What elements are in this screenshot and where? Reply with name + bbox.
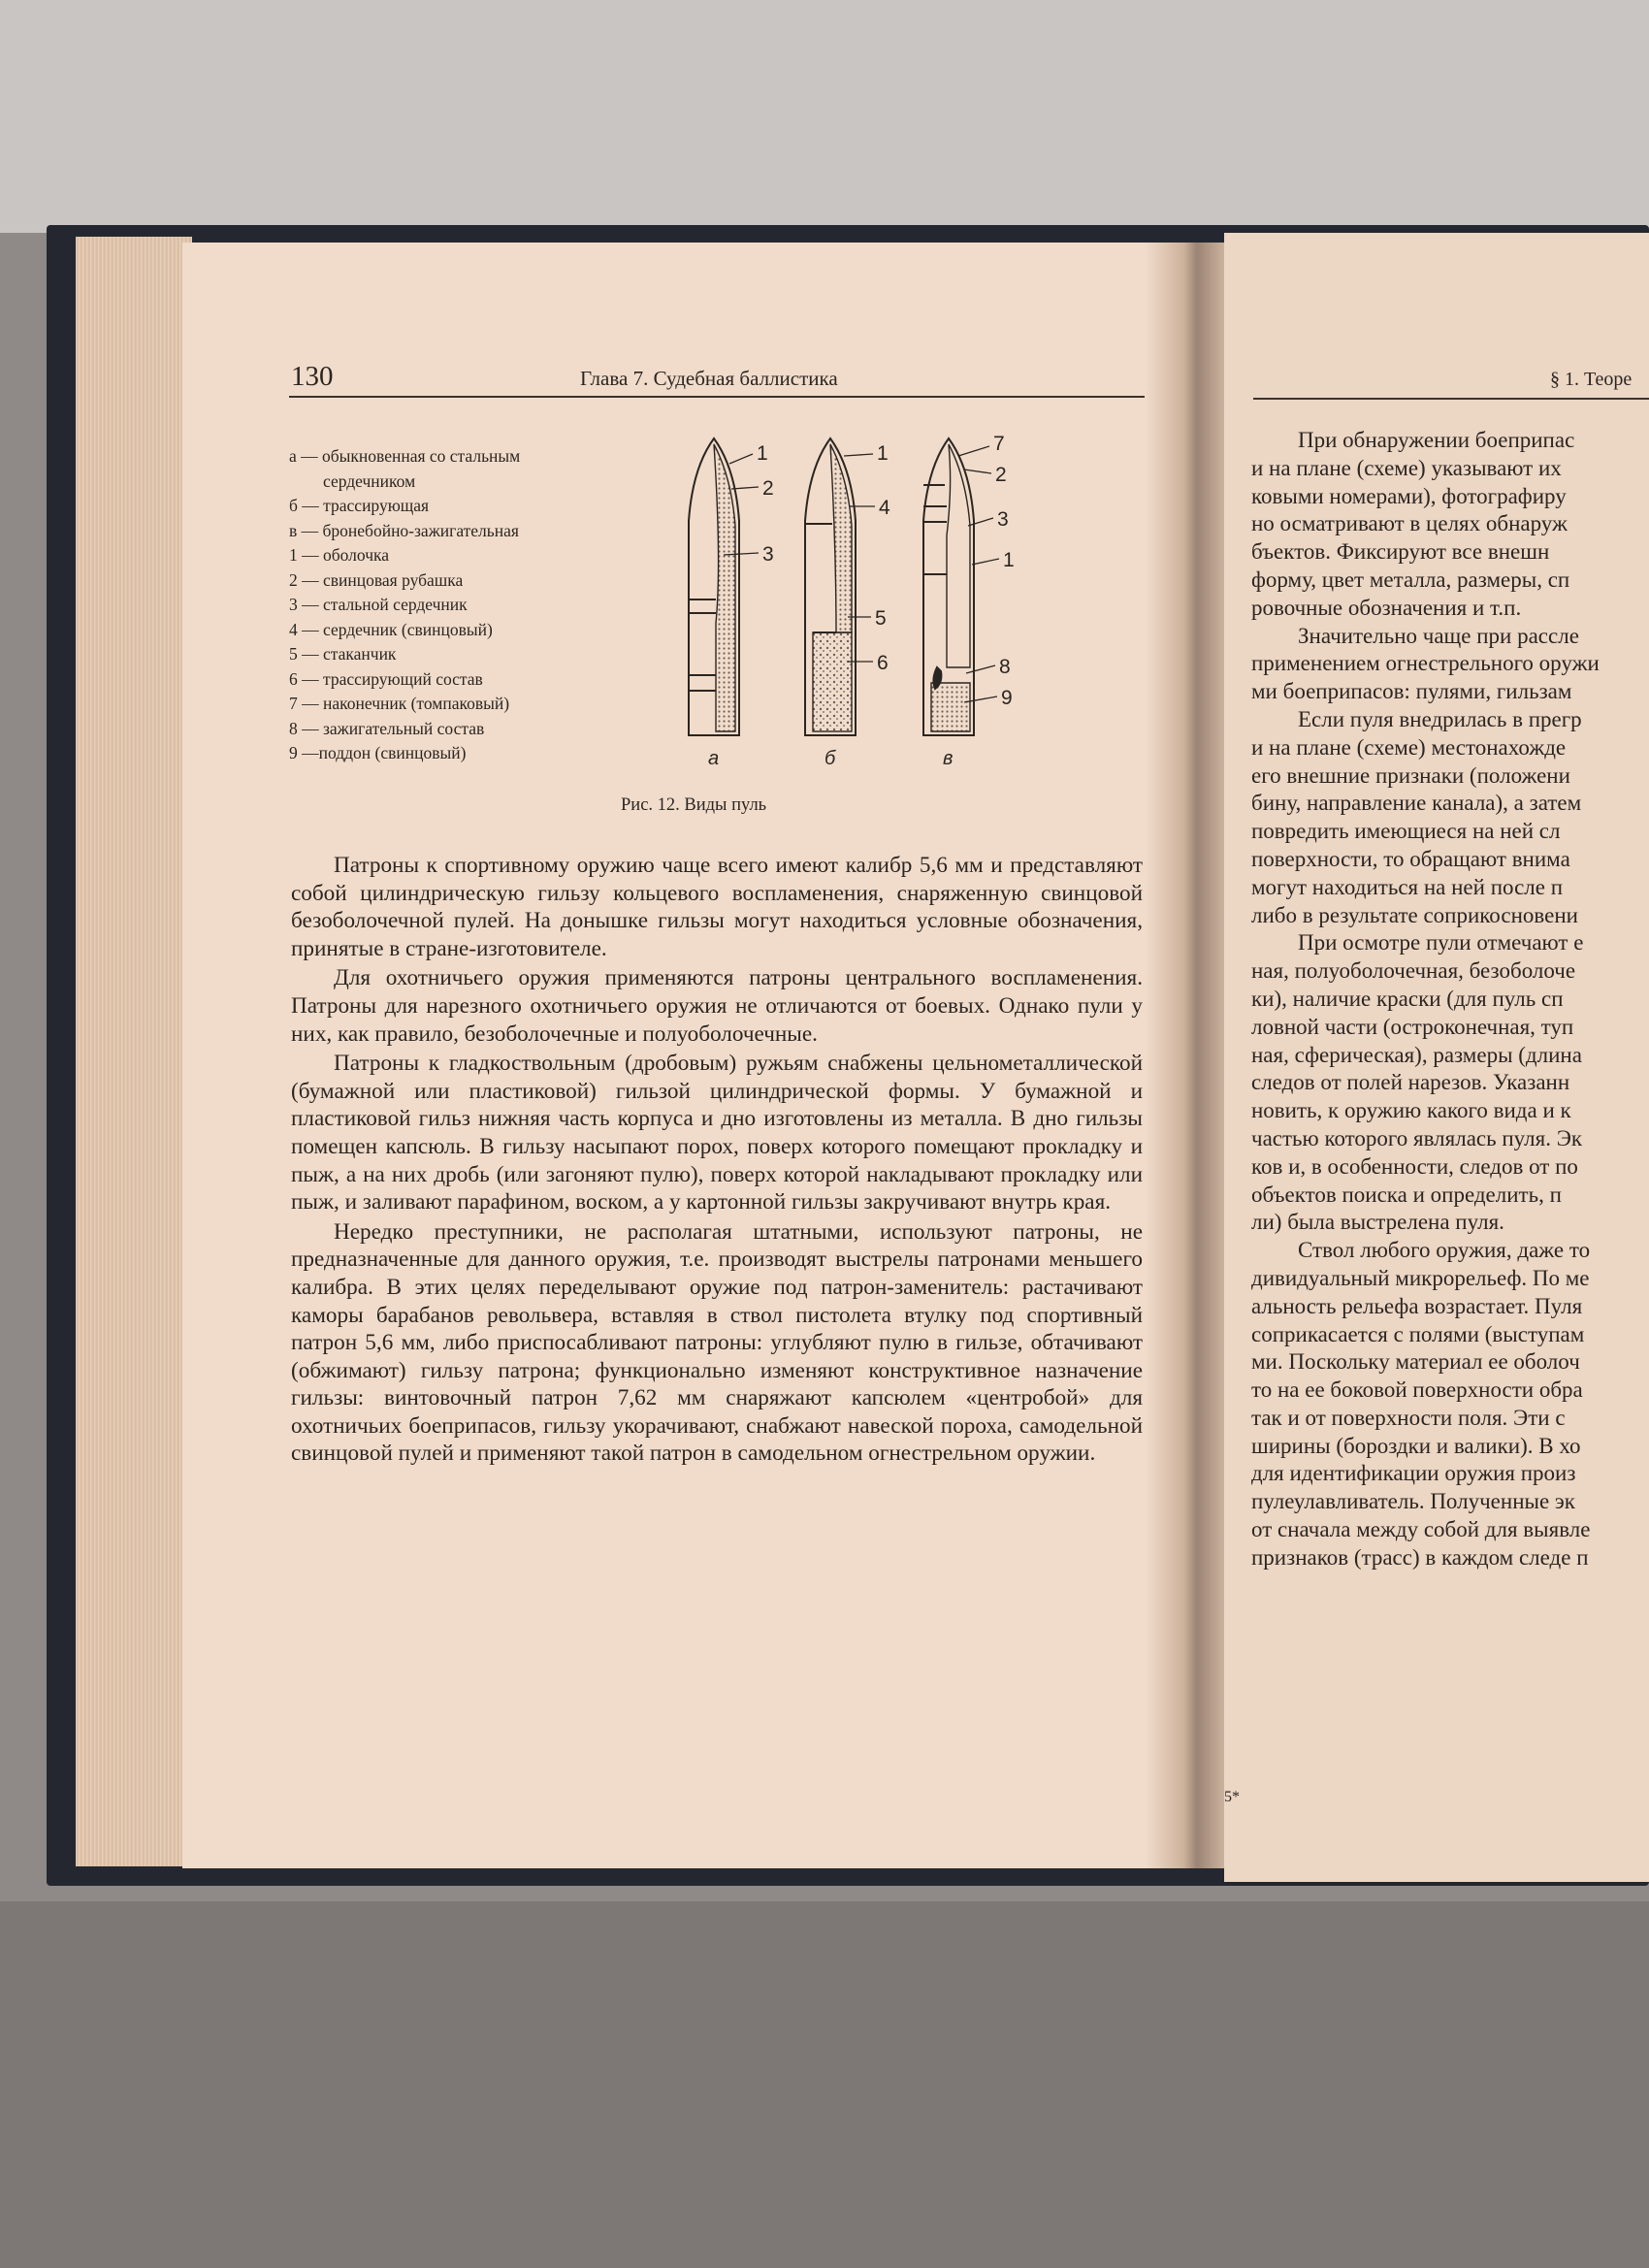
legend-item: 6 — трассирующий состав [289, 668, 483, 689]
right-page-line: новить, к оружию какого вида и к [1251, 1098, 1571, 1123]
right-page-line: либо в результате соприкосновени [1251, 902, 1578, 927]
right-page-line: то на ее боковой поверхности обра [1251, 1377, 1583, 1403]
right-page-line: ков и, в особенности, следов от по [1251, 1153, 1578, 1179]
legend-item: б — трассирующая [289, 496, 430, 515]
right-page-line: Если пуля внедрилась в прегр [1298, 706, 1582, 731]
right-page-line: и на плане (схеме) местонахожде [1251, 734, 1567, 760]
right-page-line: ровочные обозначения и т.п. [1251, 595, 1522, 620]
right-running-head: § 1. Теоре [1550, 369, 1633, 390]
callout-c-9: 9 [1001, 687, 1013, 709]
right-page-line: и на плане (схеме) указывают их [1251, 455, 1562, 480]
bullet-b-tracer [813, 632, 852, 731]
right-page-line: повредить имеющиеся на ней сл [1251, 819, 1561, 844]
right-page-text [1251, 427, 1649, 1746]
right-page-line: ловной части (остроконечная, туп [1251, 1014, 1574, 1039]
right-page-line: для идентификации оружия произ [1251, 1461, 1576, 1486]
right-page-line: ная, полуоболочечная, безоболоче [1251, 958, 1576, 984]
right-page-line: ная, сферическая), размеры (длина [1251, 1042, 1582, 1067]
right-page-line: При обнаружении боеприпас [1298, 428, 1575, 452]
bullet-c-incendiary [931, 683, 970, 731]
bullet-label-c: в [943, 748, 954, 769]
right-page-line: частью которого являлась пуля. Эк [1251, 1125, 1583, 1150]
right-header-rule [1253, 398, 1649, 400]
right-page-line: дивидуальный микрорельеф. По ме [1251, 1265, 1590, 1290]
right-page-line: При осмотре пули отмечают е [1298, 930, 1584, 956]
right-page-line: ширины (бороздки и валики). В хо [1251, 1433, 1581, 1458]
legend-item: 9 —поддон (свинцовый) [289, 743, 467, 762]
right-page-line: соприкасается с полями (выступам [1251, 1321, 1585, 1346]
legend-item: 8 — зажигательный состав [289, 718, 485, 738]
right-page-line: пулеулавливатель. Полученные эк [1251, 1489, 1575, 1514]
right-page-line: ки), наличие краски (для пуль сп [1251, 986, 1564, 1011]
callout-c-8: 8 [999, 656, 1011, 678]
paragraph: Патроны к гладкоствольным (дробовым) ружьям снабжены цельнометаллической (бумажной или пластиковой) гильзой цилиндрической формы. У бумажной и пластиковой гильз нижняя часть корпуса и дно изготовлены из металла. В дно гильзы помещен капсюль. В гильзу насыпают порох, поверх которого помещают прокладку и пыж, а на них дробь (или загоняют пулю), поверх которой накладывают прокладку или пыж, и заливают парафином, воском, а у картонной гильзы закручивают внутрь края. [291, 1051, 1143, 1215]
bullet-label-a: а [708, 748, 720, 769]
callout-c-2: 2 [995, 464, 1007, 486]
callout-b-6: 6 [877, 652, 889, 674]
background-top [0, 0, 1649, 233]
bullet-label-b: б [824, 748, 836, 769]
right-page-line: бъектов. Фиксируют все внешн [1251, 539, 1550, 565]
right-page-line: ми боеприпасов: пулями, гильзам [1251, 679, 1572, 704]
bullet-b-core [830, 444, 852, 632]
right-page-line: ли) была выстрелена пуля. [1251, 1210, 1504, 1235]
page-edges [76, 237, 192, 1866]
callout-c-7: 7 [993, 433, 1005, 455]
right-page-line: поверхности, то обращают внима [1251, 846, 1570, 871]
legend-item: 5 — стаканчик [289, 644, 397, 664]
header-rule [289, 396, 1145, 398]
legend-item: 1 — оболочка [289, 545, 390, 565]
legend-item: 3 — стальной сердечник [289, 595, 468, 614]
paragraph: Нередко преступники, не располагая штатными, используют патроны, не предназначенные для данного оружия, т.е. производят выстрелы патронами меньшего калибра. В этих целях переделывают оружие под патрон-заменитель: растачивают каморы барабанов револьвера, вставляя в ствол пистолета втулку под спортивный патрон 5,6 мм, либо приспосабливают патроны: углубляют пулю в гильзе, обтачивают (обжимают) гильзу патрона; функционально изменяют конструктивное назначение гильзы: винтовочный патрон 7,62 мм снаряжают капсюлем «центробой» для охотничьих боеприпасов, гильзу укорачивают, снабжают навеской пороха, самодельной свинцовой пулей и применяют такой патрон в самодельном огнестрельном оружии. [291, 1218, 1143, 1467]
callout-b-1: 1 [877, 442, 889, 465]
right-page-line: так и от поверхности поля. Эти с [1251, 1405, 1566, 1430]
figure-caption: Рис. 12. Виды пуль [621, 795, 767, 815]
legend-item: а — обыкновенная со стальным [289, 446, 521, 466]
body-text [291, 852, 1143, 1470]
right-page-line: альность рельефа возрастает. Пуля [1251, 1293, 1583, 1318]
running-head: Глава 7. Судебная баллистика [580, 367, 838, 390]
right-page-line: применением огнестрельного оружи [1251, 651, 1600, 676]
callout-b-4: 4 [879, 497, 890, 519]
bullet-figure [669, 429, 1174, 778]
right-page-line: Значительно чаще при рассле [1298, 623, 1579, 648]
right-page-line: ми. Поскольку материал ее оболоч [1251, 1349, 1580, 1375]
callout-b-5: 5 [875, 607, 887, 630]
callout-a-1: 1 [757, 442, 768, 465]
figure-legend [289, 444, 609, 766]
callout-a-2: 2 [762, 477, 774, 500]
paragraph: Патроны к спортивному оружию чаще всего имеют калибр 5,6 мм и представляют собой цилиндрическую гильзу кольцевого воспламенения, снаряженную свинцовой безоболочечной пулей. На донышке гильзы могут находиться условные обозначения, принятые в стране-изготовителе. [291, 853, 1143, 961]
callout-c-1: 1 [1003, 549, 1015, 571]
page-number: 130 [291, 361, 334, 392]
right-page-line: могут находиться на ней после п [1251, 874, 1564, 899]
background-bottom [0, 1901, 1649, 2268]
right-page-line: объектов поиска и определить, п [1251, 1182, 1562, 1207]
bullet-a-core [714, 444, 735, 731]
right-page-line: бину, направление канала), а затем [1251, 791, 1582, 816]
legend-item: сердечником [323, 470, 416, 491]
right-page-line: признаков (трасс) в каждом следе п [1251, 1544, 1589, 1570]
paragraph: Для охотничьего оружия применяются патроны центрального воспламенения. Патроны для нарезного охотничьего оружия не отличаются от боевых. Однако пули у них, как правило, безоболочечные и полуоболочечные. [291, 965, 1143, 1047]
right-page-line: форму, цвет металла, размеры, сп [1251, 567, 1570, 592]
right-page-line: следов от полей нарезов. Указанн [1251, 1070, 1570, 1095]
right-page-line: но осматривают в целях обнаруж [1251, 511, 1568, 536]
right-page-line: ковыми номерами), фотографиру [1251, 483, 1567, 508]
legend-item: 7 — наконечник (томпаковый) [289, 694, 510, 713]
right-page-line: его внешние признаки (положени [1251, 762, 1570, 788]
right-page-line: Ствол любого оружия, даже то [1298, 1238, 1591, 1263]
callout-a-3: 3 [762, 543, 774, 566]
right-page-footer-mark: 5* [1224, 1789, 1240, 1805]
legend-item: в — бронебойно-зажигательная [289, 520, 519, 540]
legend-item: 2 — свинцовая рубашка [289, 569, 464, 590]
callout-c-3: 3 [997, 508, 1009, 531]
right-page-line: от сначала между собой для выявле [1251, 1517, 1591, 1542]
legend-item: 4 — сердечник (свинцовый) [289, 619, 493, 639]
